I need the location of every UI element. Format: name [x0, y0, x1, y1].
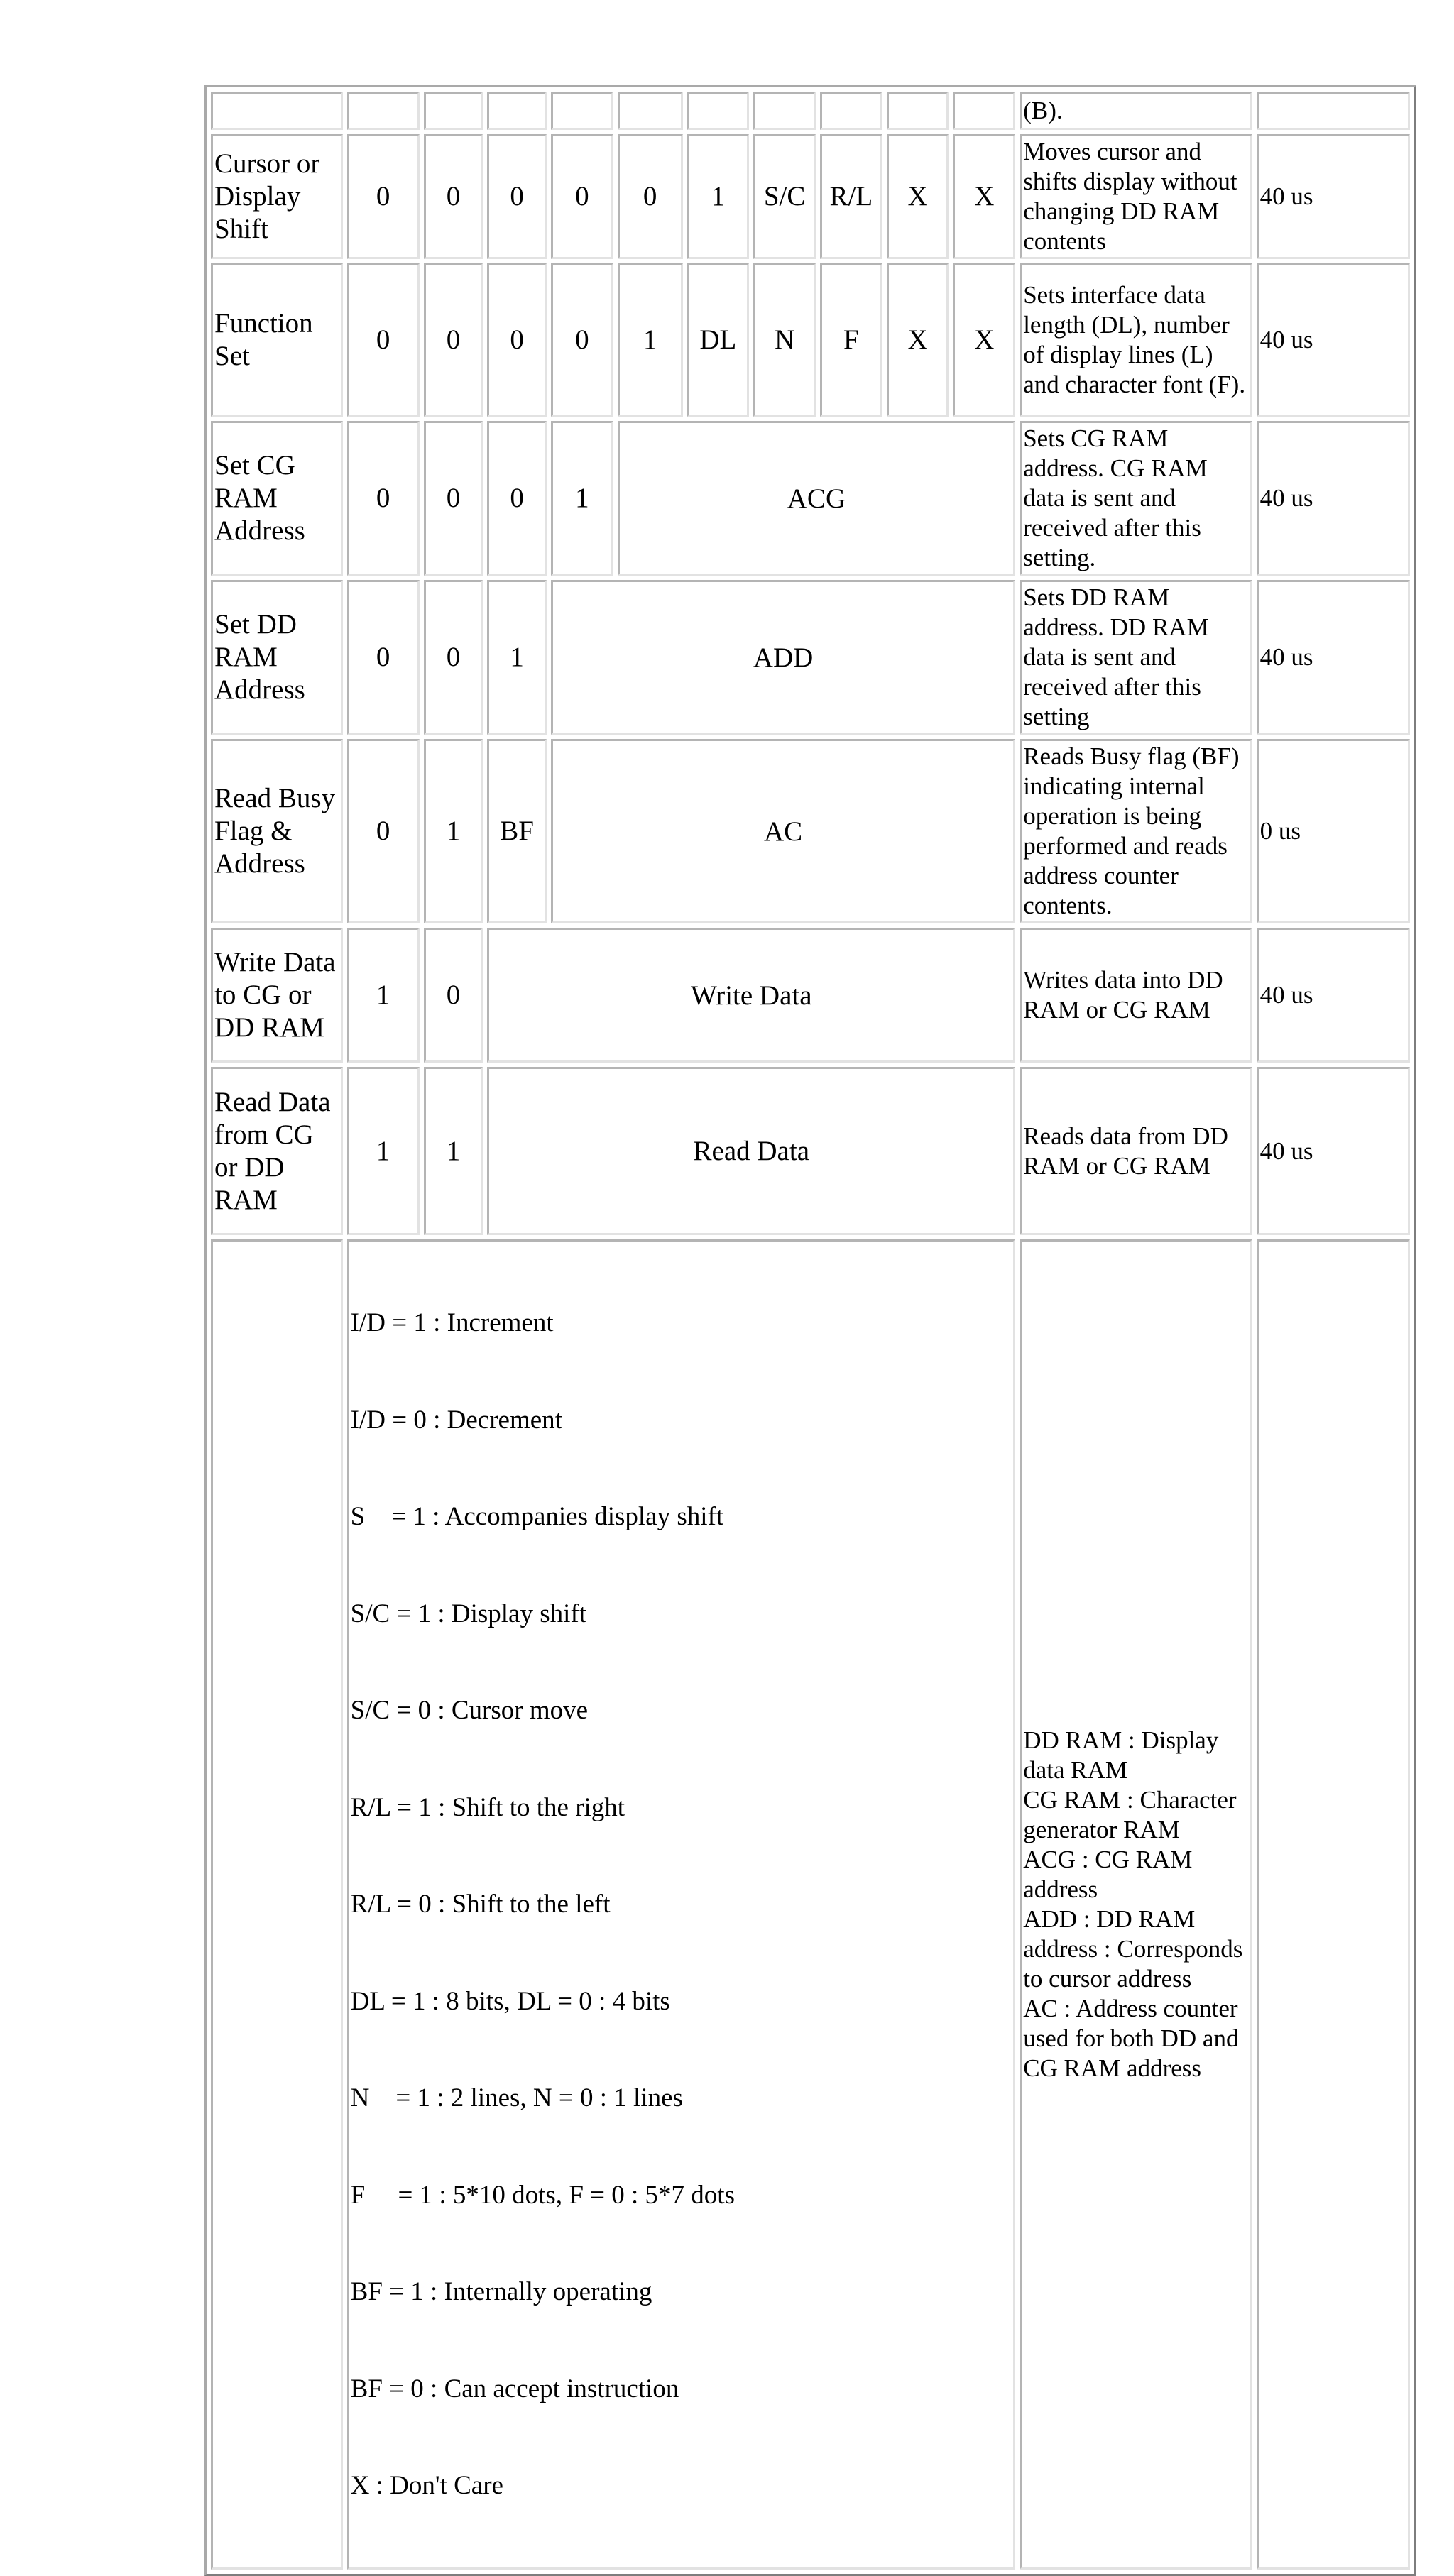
execution-time: 40 us: [1257, 134, 1410, 259]
bit-cell: 1: [347, 928, 420, 1063]
bit-cell: 0: [424, 421, 483, 576]
bit-cell: [347, 92, 420, 130]
bit-cell: 1: [551, 421, 613, 576]
legend-line: N = 1 : 2 lines, N = 0 : 1 lines: [350, 2083, 683, 2112]
bit-cell: BF: [487, 739, 547, 923]
legend-line: BF = 0 : Can accept instruction: [350, 2374, 679, 2404]
instruction-name: Write Data to CG or DD RAM: [211, 928, 343, 1063]
bit-cell: 0: [347, 421, 420, 576]
address-counter-field: AC: [551, 739, 1015, 923]
bit-cell: [424, 92, 483, 130]
abbreviation-item: ACG : CG RAM address: [1023, 1845, 1193, 1903]
bit-cell: 1: [347, 1067, 420, 1235]
legend-row: [211, 1239, 1410, 2570]
bit-cell: 1: [424, 739, 483, 923]
abbreviation-item: DD RAM : Display data RAM: [1023, 1726, 1219, 1784]
instruction-description: Moves cursor and shifts display without changing DD RAM contents: [1020, 134, 1252, 259]
bit-cell: [820, 92, 882, 130]
table-row: [211, 580, 1410, 735]
execution-time: 40 us: [1257, 928, 1410, 1063]
instruction-description: Sets interface data length (DL), number of display lines (L) and character font (F).: [1020, 263, 1252, 417]
bit-cell: 1: [618, 263, 683, 417]
bit-legend: [347, 1239, 1016, 2570]
instruction-name: Set CG RAM Address: [211, 421, 343, 576]
execution-time: [1257, 92, 1410, 130]
table-row: [211, 92, 1410, 130]
abbreviation-legend: [1020, 1239, 1252, 2570]
legend-line: F = 1 : 5*10 dots, F = 0 : 5*7 dots: [350, 2180, 735, 2210]
bit-cell: X: [953, 134, 1015, 259]
bit-cell: N: [753, 263, 816, 417]
bit-cell: 0: [618, 134, 683, 259]
execution-time: 40 us: [1257, 421, 1410, 576]
bit-cell: 1: [424, 1067, 483, 1235]
bit-cell: 0: [424, 263, 483, 417]
instruction-name: Read Busy Flag & Address: [211, 739, 343, 923]
bit-cell: [687, 92, 750, 130]
bit-cell: X: [887, 263, 949, 417]
instruction-name: Cursor or Display Shift: [211, 134, 343, 259]
bit-cell: F: [820, 263, 882, 417]
execution-time: 0 us: [1257, 739, 1410, 923]
bit-cell: X: [953, 263, 1015, 417]
legend-line: R/L = 0 : Shift to the left: [350, 1890, 611, 1919]
bit-cell: [487, 92, 547, 130]
bit-cell: [618, 92, 683, 130]
table-row: [211, 421, 1410, 576]
bit-cell: 0: [424, 134, 483, 259]
address-field: ACG: [618, 421, 1015, 576]
instruction-name: Read Data from CG or DD RAM: [211, 1067, 343, 1235]
bit-cell: DL: [687, 263, 750, 417]
instruction-description: Reads Busy flag (BF) indicating internal operation is being performed and reads address counter contents.: [1020, 739, 1252, 923]
execution-time: 40 us: [1257, 1067, 1410, 1235]
abbreviation-item: ADD : DD RAM address : Corresponds to cursor address: [1023, 1904, 1243, 1993]
bit-cell: R/L: [820, 134, 882, 259]
empty-cell: [1257, 1239, 1410, 2570]
bit-cell: 0: [487, 421, 547, 576]
bit-cell: 0: [347, 263, 420, 417]
instruction-description: Writes data into DD RAM or CG RAM: [1020, 928, 1252, 1063]
bit-cell: 0: [424, 580, 483, 735]
legend-line: I/D = 1 : Increment: [350, 1308, 554, 1337]
address-field: ADD: [551, 580, 1015, 735]
bit-cell: 0: [347, 739, 420, 923]
data-field: Read Data: [487, 1067, 1015, 1235]
bit-cell: 1: [487, 580, 547, 735]
bit-cell: [887, 92, 949, 130]
abbreviation-item: AC : Address counter used for both DD and CG RAM address: [1023, 1994, 1239, 2082]
abbreviation-item: CG RAM : Character generator RAM: [1023, 1785, 1237, 1843]
table-row: [211, 1067, 1410, 1235]
bit-cell: 0: [347, 134, 420, 259]
legend-line: I/D = 0 : Decrement: [350, 1405, 562, 1435]
instruction-description: Reads data from DD RAM or CG RAM: [1020, 1067, 1252, 1235]
bit-cell: 0: [551, 134, 613, 259]
bit-cell: 1: [687, 134, 750, 259]
instruction-name: Function Set: [211, 263, 343, 417]
instruction-table: [204, 85, 1416, 2576]
execution-time: 40 us: [1257, 263, 1410, 417]
table-row: [211, 134, 1410, 259]
bit-cell: X: [887, 134, 949, 259]
instruction-description: Sets DD RAM address. DD RAM data is sent and received after this setting: [1020, 580, 1252, 735]
instruction-name: [211, 92, 343, 130]
legend-line: S/C = 1 : Display shift: [350, 1599, 586, 1628]
legend-line: X : Don't Care: [350, 2471, 503, 2500]
bit-cell: [551, 92, 613, 130]
table-row: [211, 928, 1410, 1063]
bit-cell: 0: [551, 263, 613, 417]
bit-cell: [753, 92, 816, 130]
legend-line: R/L = 1 : Shift to the right: [350, 1792, 625, 1822]
legend-line: S/C = 0 : Cursor move: [350, 1696, 589, 1725]
bit-cell: 0: [424, 928, 483, 1063]
instruction-name: Set DD RAM Address: [211, 580, 343, 735]
bit-cell: 0: [487, 134, 547, 259]
bit-cell: 0: [347, 580, 420, 735]
instruction-description: (B).: [1020, 92, 1252, 130]
instruction-description: Sets CG RAM address. CG RAM data is sent and received after this setting.: [1020, 421, 1252, 576]
bit-cell: [953, 92, 1015, 130]
legend-line: DL = 1 : 8 bits, DL = 0 : 4 bits: [350, 1986, 670, 2016]
legend-line: S = 1 : Accompanies display shift: [350, 1502, 724, 1531]
execution-time: 40 us: [1257, 580, 1410, 735]
table-row: [211, 739, 1410, 923]
bit-cell: 0: [487, 263, 547, 417]
table-row: [211, 263, 1410, 417]
bit-cell: S/C: [753, 134, 816, 259]
data-field: Write Data: [487, 928, 1015, 1063]
legend-line: BF = 1 : Internally operating: [350, 2277, 652, 2306]
empty-cell: [211, 1239, 343, 2570]
